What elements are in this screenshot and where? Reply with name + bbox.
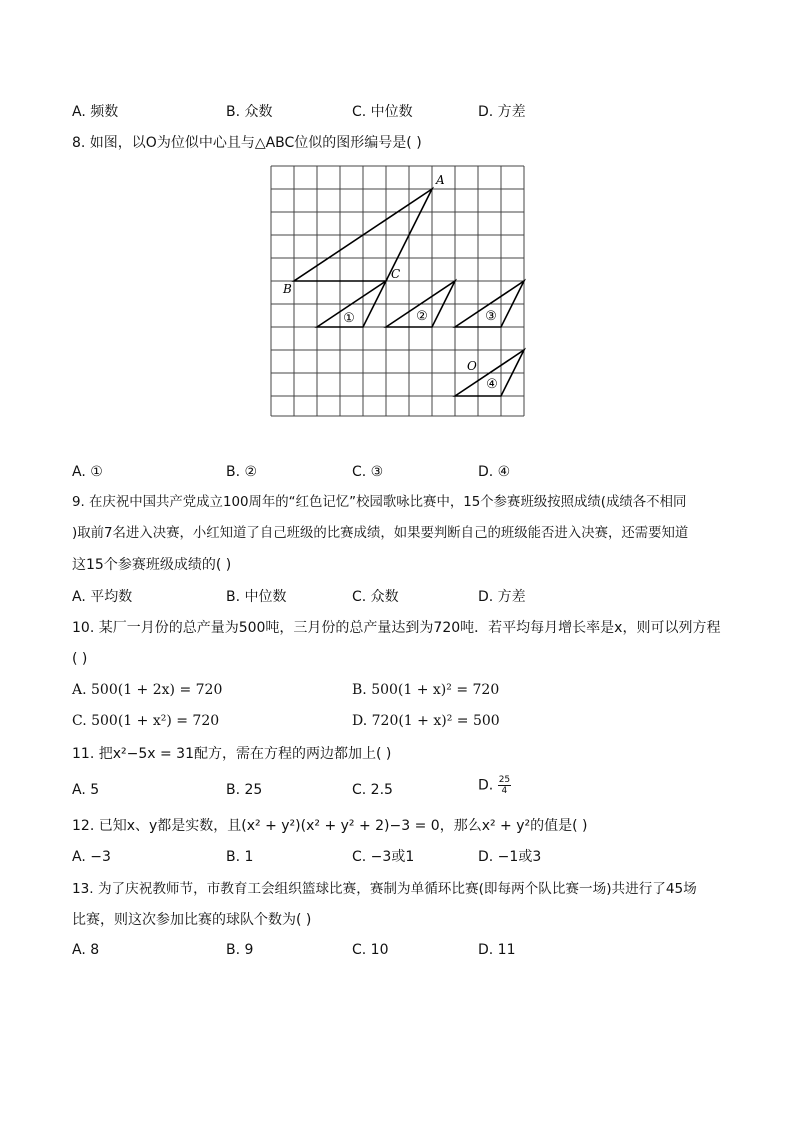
q9-option-c[interactable]: C. 众数 [352,589,399,605]
q12-option-a[interactable]: A. −3 [72,849,111,865]
q13-stem-line2: 比赛，则这次参加比赛的球队个数为( ) [72,912,312,928]
q8-grid-figure [265,160,535,420]
q9-stem-line1: 9. 在庆祝中国共产党成立100周年的“红色记忆”校园歌咏比赛中，15个参赛班级按照成绩(成绩各不相同 [72,495,687,510]
q13-option-d[interactable]: D. 11 [478,942,516,958]
q13-option-c[interactable]: C. 10 [352,942,389,958]
q7-option-c[interactable]: C. 中位数 [352,104,413,120]
q8-option-b[interactable]: B. ② [226,464,258,480]
q9-option-d[interactable]: D. 方差 [478,589,526,605]
label-o: O [467,359,477,373]
label-shape-2: ② [416,309,428,324]
label-a: A [436,173,445,187]
q10-option-b[interactable]: B. 500(1 + x)² = 720 [352,682,500,698]
q10-option-d[interactable]: D. 720(1 + x)² = 500 [352,713,500,729]
q12-stem: 12. 已知x、y都是实数，且(x² + y²)(x² + y² + 2)−3 = 0，那么x² + y²的值是( ) [72,818,588,834]
q11-option-a[interactable]: A. 5 [72,782,100,798]
q10-option-c[interactable]: C. 500(1 + x²) = 720 [72,713,220,729]
fraction-numerator: 25 [498,775,511,785]
q8-stem: 8. 如图，以O为位似中心且与△ABC位似的图形编号是( ) [72,135,422,151]
q8-option-a[interactable]: A. ① [72,464,103,480]
q10-stem-line2: ( ) [72,651,88,667]
q7-option-a[interactable]: A. 频数 [72,104,119,120]
q7-option-d[interactable]: D. 方差 [478,104,526,120]
label-shape-3: ③ [485,309,497,324]
q11-option-c[interactable]: C. 2.5 [352,782,393,798]
q11-option-d-prefix: D. [478,777,498,794]
label-shape-1: ① [343,311,355,326]
q11-option-b[interactable]: B. 25 [226,782,263,798]
q7-option-b[interactable]: B. 众数 [226,104,273,120]
label-c: C [391,267,401,281]
q11-option-d-fraction [498,775,511,796]
label-b: B [283,282,292,296]
q13-stem-line1: 13. 为了庆祝教师节，市教育工会组织篮球比赛，赛制为单循环比赛(即每两个队比赛一场)共进行了45场 [72,881,697,897]
q13-option-a[interactable]: A. 8 [72,942,100,958]
q10-stem-line1: 10. 某厂一月份的总产量为500吨，三月份的总产量达到为720吨．若平均每月增长率是x，则可以列方程 [72,620,721,636]
q10-option-a[interactable]: A. 500(1 + 2x) = 720 [72,682,223,698]
q9-option-b[interactable]: B. 中位数 [226,589,287,605]
q11-option-d[interactable] [478,775,511,796]
q12-option-d[interactable]: D. −1或3 [478,849,542,865]
fraction-denominator: 4 [501,786,508,796]
q13-option-b[interactable]: B. 9 [226,942,254,958]
q8-option-c[interactable]: C. ③ [352,464,384,480]
label-shape-4: ④ [486,377,498,392]
q9-option-a[interactable]: A. 平均数 [72,589,133,605]
q9-stem-line2: )取前7名进入决赛，小红知道了自己班级的比赛成绩，如果要判断自己的班级能否进入决赛，还需要知道 [72,526,689,541]
q8-option-d[interactable]: D. ④ [478,464,511,480]
q9-stem-line3: 这15个参赛班级成绩的( ) [72,557,232,573]
q12-option-b[interactable]: B. 1 [226,849,254,865]
q11-stem: 11. 把x²−5x = 31配方，需在方程的两边都加上( ) [72,746,392,762]
q12-option-c[interactable]: C. −3或1 [352,849,415,865]
